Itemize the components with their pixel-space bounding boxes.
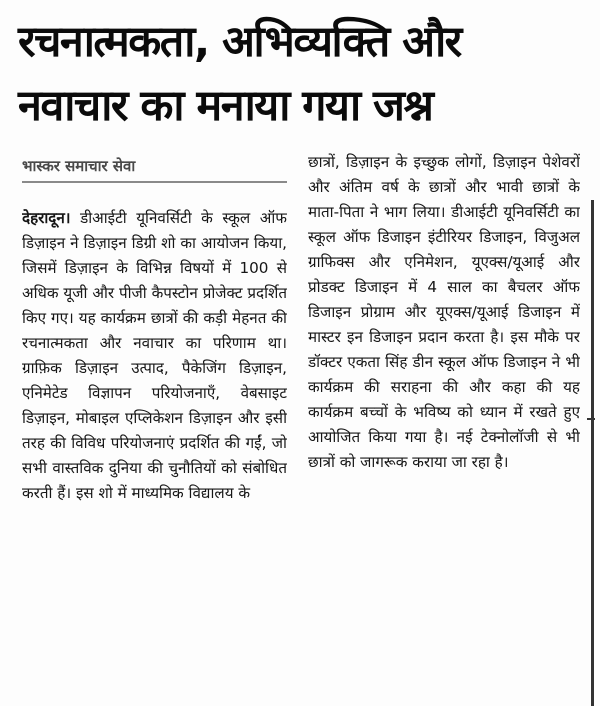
- byline: भास्कर समाचार सेवा: [22, 156, 287, 183]
- adjacent-article-border: [591, 200, 594, 706]
- article-column-left: [22, 206, 287, 696]
- adjacent-article-tick: [587, 418, 595, 420]
- article-column-right: [308, 150, 580, 695]
- article-column-left-text: डीआईटी यूनिवर्सिटी के स्कूल ऑफ डिज़ाइन ने डिज़ाइन डिग्री शो का आयोजन किया, जिसमें डिज़ाइन के विभिन्न विषयों में 100 से अधिक यूजी और पीजी कैपस्टोन प्रोजेक्ट प्रदर्शित किए गए। यह कार्यक्रम छात्रों की कड़ी मेहनत की रचनात्मकता और नवाचार का परिणाम था। ग्राफ़िक डिज़ाइन उत्पाद, पैकेजिंग डिज़ाइन, एनिमेटेड विज्ञापन परियोजनाएँ, वेबसाइट डिज़ाइन, मोबाइल एप्लिकेशन डिज़ाइन और इसी तरह की विविध परियोजनाएं प्रदर्शित की गईं, जो सभी वास्तविक दुनिया की चुनौतियों को संबोधित करती हैं। इस शो में माध्यमिक विद्यालय के: [22, 209, 287, 502]
- dateline: देहरादून।: [22, 209, 71, 227]
- headline: रचनात्मकता, अभिव्यक्ति और नवाचार का मनाया गया जश्न: [18, 17, 461, 131]
- article-column-right-text: छात्रों, डिज़ाइन के इच्छुक लोगों, डिज़ाइन पेशेवरों और अंतिम वर्ष के छात्रों और भावी छात्रों के माता-पिता ने भाग लिया। डीआईटी यूनिवर्सिटी का स्कूल ऑफ डिजाइन इंटीरियर डिजाइन, विजुअल ग्राफिक्स और एनिमेशन, यूएक्स/यूआई और प्रोडक्ट डिजाइन में 4 साल का बैचलर ऑफ डिजाइन प्रोग्राम और यूएक्स/यूआई डिजाइन में मास्टर इन डिजाइन प्रदान करता है। इस मौके पर डॉक्टर एकता सिंह डीन स्कूल ऑफ डिजाइन ने भी कार्यक्रम की सराहना की और कहा की यह कार्यक्रम बच्चों के भविष्य को ध्यान में रखते हुए आयोजित किया गया है। नई टेक्नोलॉजी से भी छात्रों को जागरूक कराया जा रहा है।: [308, 153, 580, 471]
